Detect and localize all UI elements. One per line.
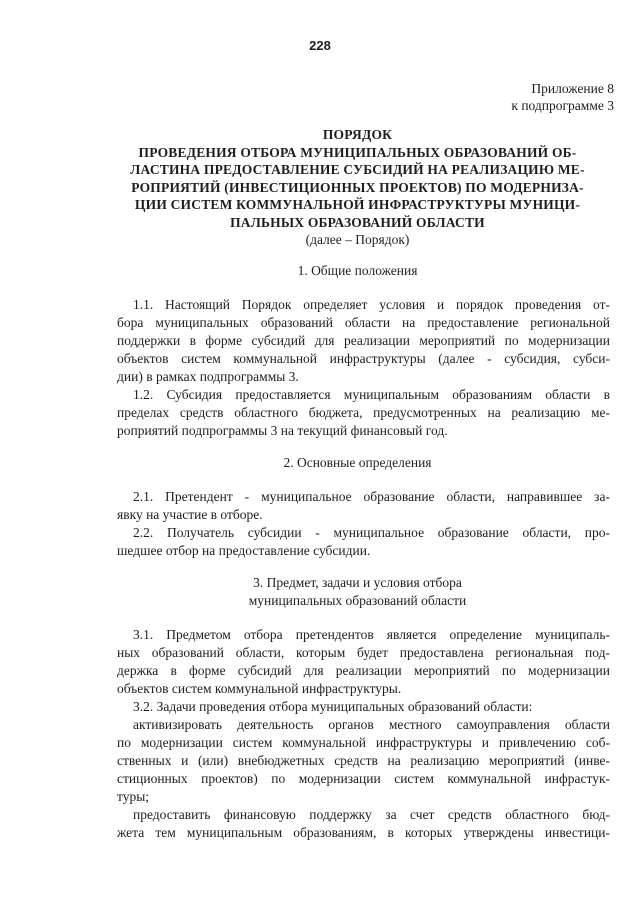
- paragraph-line: пределах средств областного бюджета, предусмотренных на реализацию ме-: [117, 405, 610, 420]
- title-subtitle: (далее – Порядок): [305, 232, 410, 247]
- paragraph-line: по модернизации систем коммунальной инфраструктуры и привлечению соб-: [117, 735, 610, 750]
- title-line: РОПРИЯТИЙ (ИНВЕСТИЦИОННЫХ ПРОЕКТОВ) ПО МОДЕРНИЗА-: [131, 179, 584, 195]
- document-title: [105, 126, 610, 248]
- paragraph-line: шедшее отбор на предоставление субсидии.: [117, 543, 371, 558]
- paragraph-line: 3.2. Задачи проведения отбора муниципальных образований области:: [133, 699, 533, 714]
- section-heading: 3. Предмет, задачи и условия отбора: [253, 575, 462, 590]
- paragraph-line: ных образований области, которым будет предоставлена региональная под-: [117, 645, 610, 660]
- paragraph-line: объектов систем коммунальной инфраструктуры.: [117, 681, 402, 696]
- section-heading: 1. Общие положения: [297, 263, 418, 278]
- title-line: ПАЛЬНЫХ ОБРАЗОВАНИЙ ОБЛАСТИ: [230, 214, 485, 230]
- title-line: ПОРЯДОК: [322, 127, 393, 142]
- paragraph-line: поддержки в форме субсидий для реализации мероприятий по модернизации: [117, 333, 610, 348]
- paragraph-line: явку на участие в отборе.: [117, 507, 263, 522]
- section-heading: 2. Основные определения: [283, 455, 432, 470]
- paragraph-line: жета тем муниципальным образованиям, в которых утверждены инвестици-: [117, 825, 610, 840]
- paragraph-line: 1.1. Настоящий Порядок определяет условия и порядок проведения от-: [133, 297, 610, 312]
- title-line: ПРОВЕДЕНИЯ ОТБОРА МУНИЦИПАЛЬНЫХ ОБРАЗОВАНИЙ ОБ-: [138, 144, 577, 160]
- paragraph-line: стиционных проектов) по модернизации систем коммунальной инфрастук-: [117, 771, 610, 786]
- paragraph-line: 2.1. Претендент - муниципальное образование области, направившее за-: [133, 489, 610, 504]
- paragraph-line: роприятий подпрограммы 3 на текущий финансовый год.: [117, 423, 448, 438]
- paragraph-line: туры;: [117, 789, 150, 804]
- paragraph-line: предоставить финансовую поддержку за счет средств областного бюд-: [133, 807, 610, 822]
- paragraph-line: бора муниципальных образований области на предоставление региональной: [117, 315, 610, 330]
- paragraph-line: 1.2. Субсидия предоставляется муниципальным образованиям области в: [133, 387, 610, 402]
- appendix-reference: к подпрограмме 3: [511, 98, 614, 113]
- paragraph-line: активизировать деятельность органов местного самоуправления области: [133, 717, 610, 732]
- title-line: ЦИИ СИСТЕМ КОММУНАЛЬНОЙ ИНФРАСТРУКТУРЫ МУНИЦИ-: [134, 197, 581, 212]
- appendix-label: Приложение 8: [531, 81, 614, 96]
- paragraph-line: 3.1. Предметом отбора претендентов является определение муниципаль-: [133, 627, 610, 642]
- paragraph-line: объектов систем коммунальной инфраструктуры (далее - субсидия, субси-: [117, 351, 610, 366]
- paragraph-line: ственных и (или) внебюджетных средств на реализацию мероприятий (инве-: [117, 753, 610, 768]
- paragraph-line: держка в форме субсидий для реализации мероприятий по модернизации: [117, 663, 610, 678]
- title-line: ЛАСТИНА ПРЕДОСТАВЛЕНИЕ СУБСИДИЙ НА РЕАЛИЗАЦИЮ МЕ-: [130, 162, 585, 177]
- section-heading: муниципальных образований области: [248, 593, 467, 608]
- paragraph-line: 2.2. Получатель субсидии - муниципальное образование области, про-: [133, 525, 610, 540]
- paragraph-line: дии) в рамках подпрограммы 3.: [117, 369, 299, 384]
- page-number: 228: [309, 38, 331, 53]
